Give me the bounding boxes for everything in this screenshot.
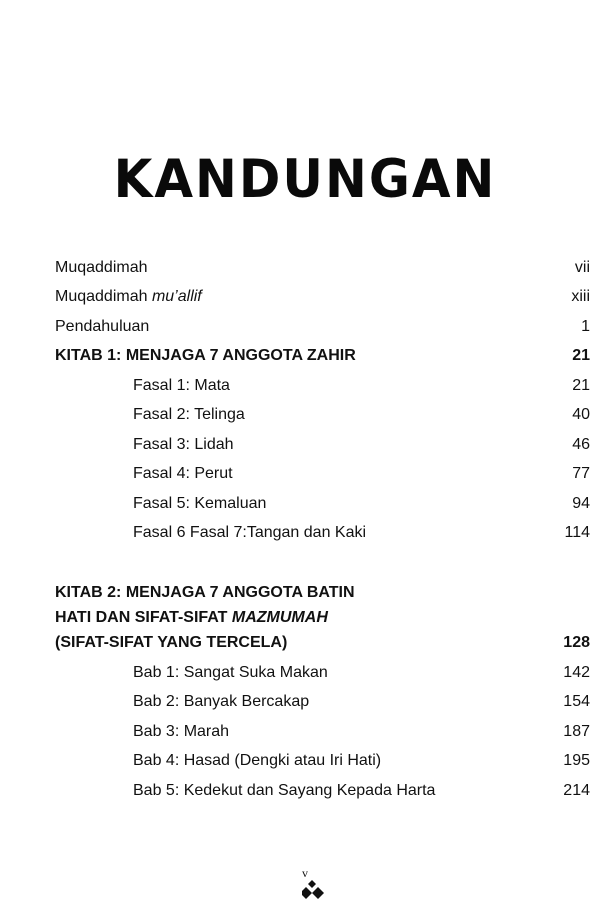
toc-entry-label [55, 286, 202, 308]
toc-entry-page: 94 [572, 495, 590, 512]
toc-entry-page: 214 [563, 782, 590, 799]
toc-entry-label: Fasal 4: Perut [133, 465, 233, 482]
toc-entry-page: 195 [563, 752, 590, 769]
toc-entry-muqaddimah-muallif[interactable] [55, 286, 590, 308]
toc-entry-label-italic: MAZMUMAH [231, 609, 328, 626]
toc-entry-label-italic: mu’allif [151, 288, 202, 305]
toc-entry-page: 21 [572, 347, 590, 364]
toc-entry-page: 21 [572, 377, 590, 394]
toc-entry-bab-1[interactable] [133, 662, 590, 684]
toc-entry-label [55, 607, 328, 629]
page-number: v [302, 866, 308, 880]
toc-entry-label: Bab 1: Sangat Suka Makan [133, 664, 328, 681]
toc-entry-fasal-5[interactable] [133, 493, 590, 515]
toc-entry-label: Bab 2: Banyak Bercakap [133, 693, 310, 710]
toc-entry-label: Bab 3: Marah [133, 723, 230, 740]
toc-entry-kitab-2-line-3[interactable] [55, 632, 590, 654]
toc-entry-pendahuluan[interactable] [55, 316, 590, 338]
toc-entry-label: Fasal 5: Kemaluan [133, 495, 267, 512]
toc-entry-bab-4[interactable] [133, 750, 590, 772]
toc-entry-bab-5[interactable] [133, 780, 590, 802]
toc-entry-bab-2[interactable] [133, 691, 590, 713]
diamond-ornament-icon [302, 880, 342, 900]
toc-entry-label: Bab 5: Kedekut dan Sayang Kepada Harta [133, 782, 436, 799]
toc-entry-page: 77 [572, 465, 590, 482]
toc-entry-label: Fasal 2: Telinga [133, 406, 245, 423]
toc-entry-page: xiii [571, 288, 590, 305]
toc-entry-bab-3[interactable] [133, 721, 590, 743]
toc-entry-page: vii [574, 259, 590, 276]
toc-entry-label: Fasal 6 Fasal 7:Tangan dan Kaki [133, 524, 367, 541]
toc-entry-fasal-4[interactable] [133, 463, 590, 485]
toc-entry-page: 154 [563, 693, 590, 710]
toc-entry-fasal-1[interactable] [133, 375, 590, 397]
toc-entry-fasal-3[interactable] [133, 434, 590, 456]
toc-entry-page: 128 [563, 634, 590, 651]
toc-entry-muqaddimah[interactable] [55, 257, 590, 279]
toc-entry-fasal-2[interactable] [133, 404, 590, 426]
toc-entry-page: 142 [563, 664, 590, 681]
toc-entry-page: 40 [572, 406, 590, 423]
toc-entry-kitab-1[interactable] [55, 345, 590, 367]
toc-entry-label: Muqaddimah [55, 259, 148, 276]
toc-entry-page: 114 [564, 524, 590, 541]
toc-entry-label: Fasal 1: Mata [133, 377, 230, 394]
toc-entry-label: Fasal 3: Lidah [133, 436, 234, 453]
toc-entry-label: KITAB 2: MENJAGA 7 ANGGOTA BATIN [55, 584, 355, 601]
toc-entry-page: 46 [572, 436, 590, 453]
toc-entry-label: KITAB 1: MENJAGA 7 ANGGOTA ZAHIR [55, 347, 356, 364]
toc-entry-page: 1 [581, 318, 590, 335]
toc-entry-label-plain: Muqaddimah [55, 288, 152, 305]
toc-entry-label-plain: HATI DAN SIFAT-SIFAT [55, 609, 232, 626]
toc-entry-kitab-2-line-2[interactable] [55, 607, 590, 629]
toc-entry-kitab-2-line-1[interactable] [55, 582, 590, 604]
toc-entry-fasal-6-7[interactable] [133, 522, 590, 544]
toc-entry-page: 187 [563, 723, 590, 740]
toc-entry-label: Bab 4: Hasad (Dengki atau Iri Hati) [133, 752, 382, 769]
toc-entry-label: (SIFAT-SIFAT YANG TERCELA) [55, 634, 288, 651]
toc-entry-label: Pendahuluan [55, 318, 150, 335]
page-title: KANDUNGAN [113, 148, 497, 210]
